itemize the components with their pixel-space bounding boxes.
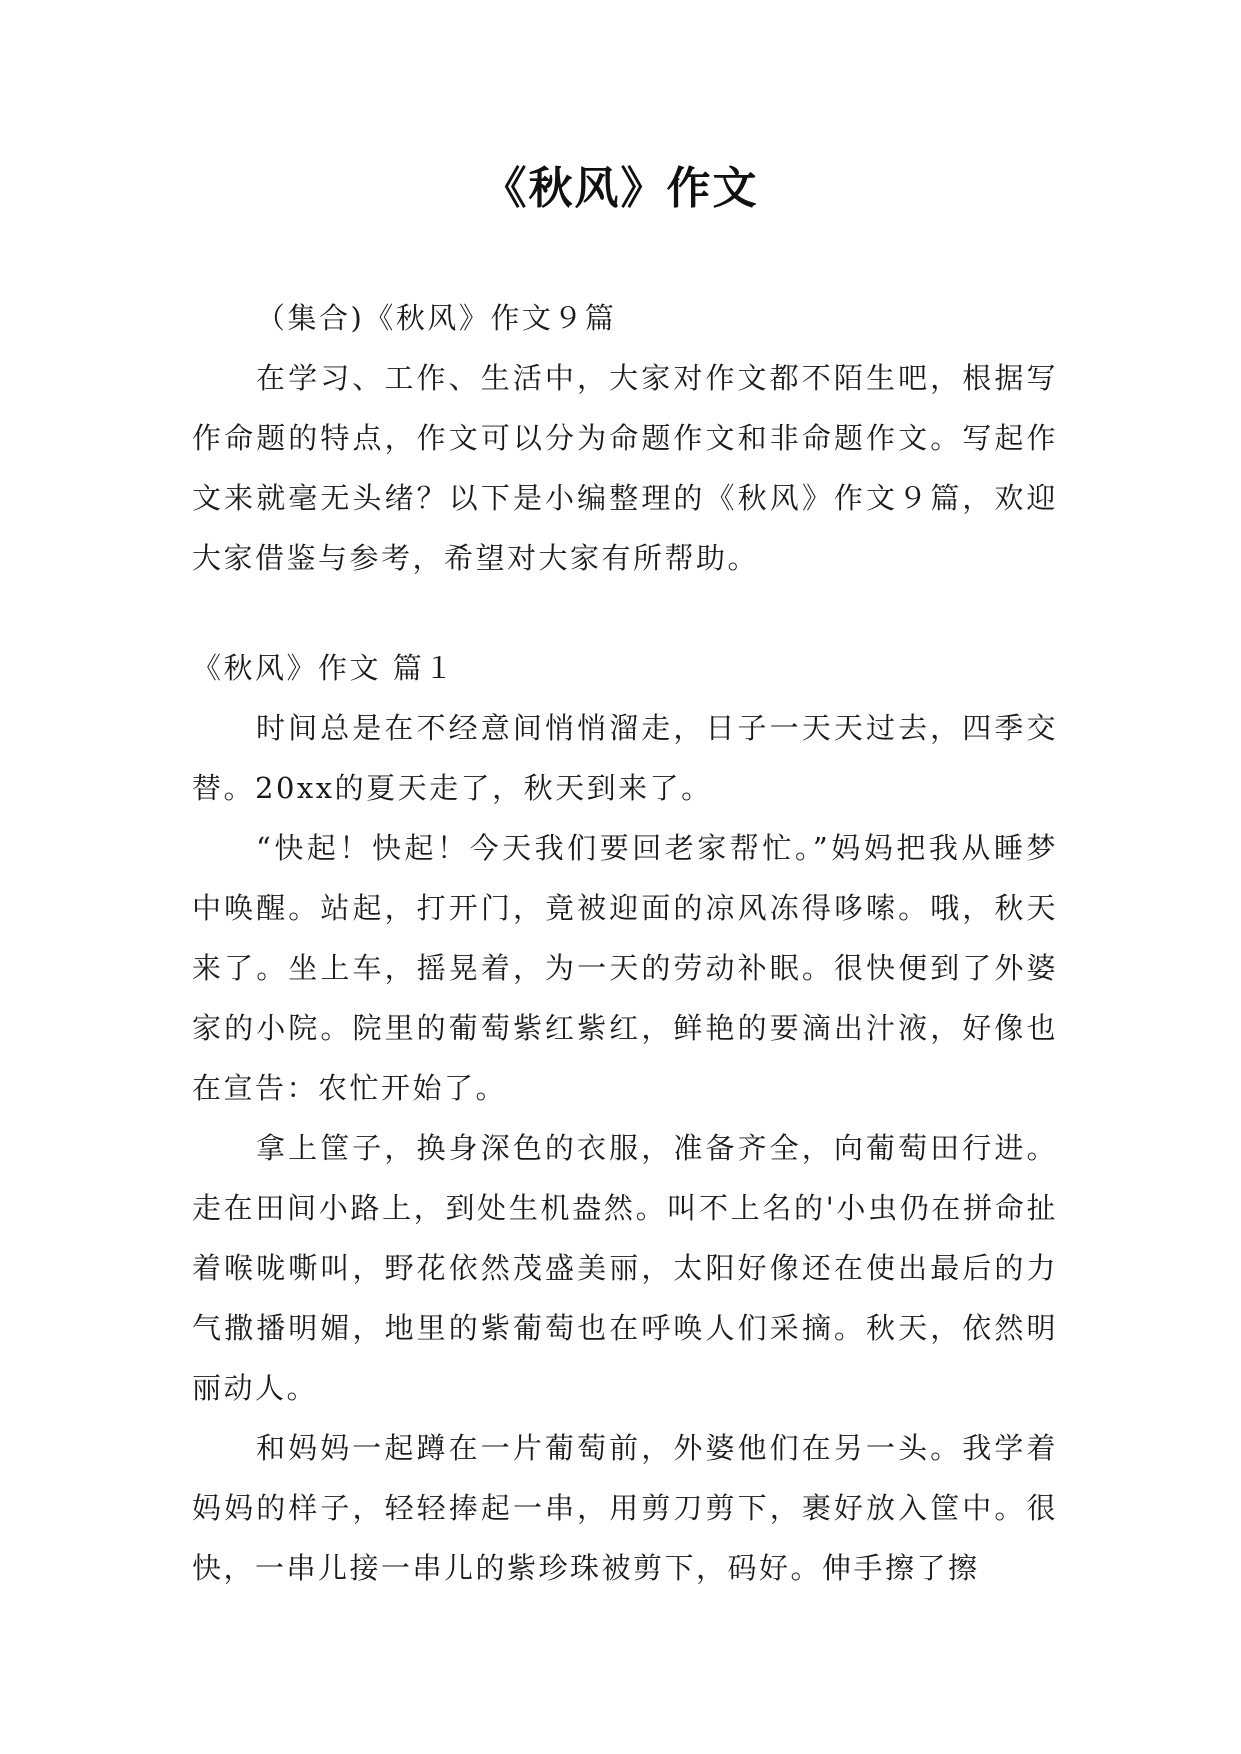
section-paragraph: “快起！快起！今天我们要回老家帮忙。”妈妈把我从睡梦中唤醒。站起，打开门，竟被迎面的凉风冻得哆嗦。哦，秋天来了。坐上车，摇晃着，为一天的劳动补眠。很快便到了外婆家的小院。院里的葡萄紫红紫红，鲜艳的要滴出汁液，好像也在宣告：农忙开始了。 [192, 831, 1058, 1105]
section-paragraph: 拿上筐子，换身深色的衣服，准备齐全，向葡萄田行进。走在田间小路上，到处生机盎然。叫不上名的'小虫仍在拼命扯着喉咙嘶叫，野花依然茂盛美丽，太阳好像还在使出最后的力气撒播明媚，地里的紫葡萄也在呼唤人们采摘。秋天，依然明丽动人。 [192, 1131, 1058, 1405]
section-paragraph: 和妈妈一起蹲在一片葡萄前，外婆他们在另一头。我学着妈妈的样子，轻轻捧起一串，用剪刀剪下，裹好放入筐中。很快，一串儿接一串儿的紫珍珠被剪下，码好。伸手擦了擦 [192, 1431, 1058, 1585]
intro-paragraph: 在学习、工作、生活中，大家对作文都不陌生吧，根据写作命题的特点，作文可以分为命题作文和非命题作文。写起作文来就毫无头绪？以下是小编整理的《秋风》作文９篇，欢迎大家借鉴与参考，希望对大家有所帮助。 [192, 361, 1058, 575]
document-subtitle: （集合)《秋风》作文９篇 [256, 301, 617, 335]
document-body [192, 288, 1058, 1598]
section-heading: 《秋风》作文 篇１ [192, 651, 456, 685]
document-title: 《秋风》作文 [482, 163, 759, 214]
section-paragraph: 时间总是在不经意间悄悄溜走，日子一天天过去，四季交替。20xx的夏天走了，秋天到来了。 [192, 711, 1058, 805]
section-spacer [192, 588, 1058, 638]
